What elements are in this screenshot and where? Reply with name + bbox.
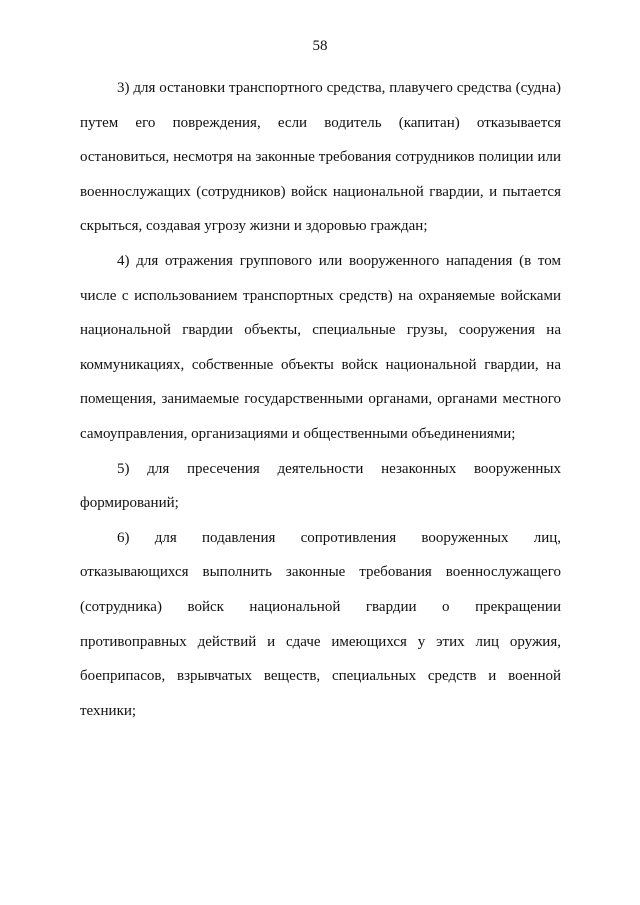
page-number: 58	[312, 38, 328, 54]
paragraph-item-6: 6) для подавления сопротивления вооруженных лиц, отказывающихся выполнить законные требования военнослужащего (сотрудника) войск национальной гвардии о прекращении противоправных действий и сдаче имеющихся у этих лиц оружия, боеприпасов, взрывчатых веществ, специальных средств и военной техники;	[80, 529, 561, 719]
paragraph-item-4: 4) для отражения группового или вооруженного нападения (в том числе с использованием транспортных средств) на охраняемые войсками национальной гвардии объекты, специальные грузы, сооружения на коммуникациях, собственные объекты войск национальной гвардии, на помещения, занимаемые государственными органами, органами местного самоуправления, организациями и общественными объединениями;	[80, 252, 561, 442]
paragraph-item-5: 5) для пресечения деятельности незаконных вооруженных формирований;	[80, 460, 561, 512]
paragraph-item-3: 3) для остановки транспортного средства, плавучего средства (судна) путем его повреждения, если водитель (капитан) отказывается остановиться, несмотря на законные требования сотрудников полиции или военнослужащих (сотрудников) войск национальной гвардии, и пытается скрыться, создавая угрозу жизни и здоровью граждан;	[80, 80, 561, 235]
document-body	[80, 71, 561, 728]
